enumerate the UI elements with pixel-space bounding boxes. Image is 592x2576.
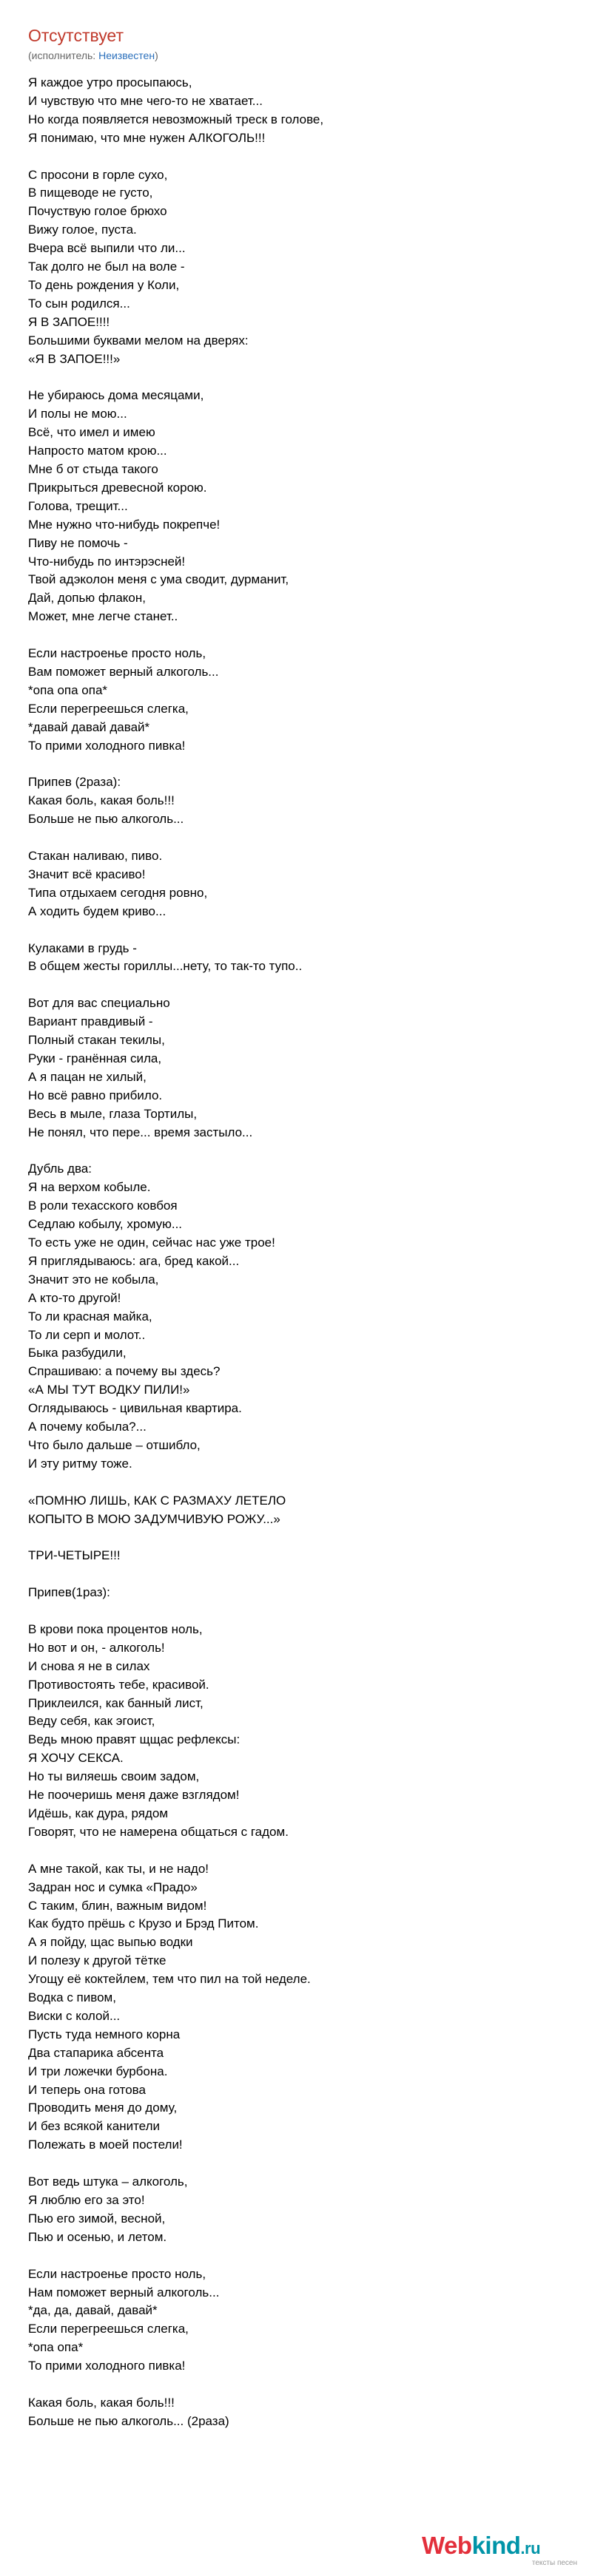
lyrics-line: То прими холодного пивка!	[28, 2359, 186, 2373]
lyrics-line: И полезу к другой тётке	[28, 1953, 166, 1968]
lyrics-stanza	[28, 940, 561, 977]
lyrics-line: А ходить будем криво...	[28, 904, 166, 918]
lyrics-line: И чувствую что мне чего-то не хватает...	[28, 93, 263, 108]
lyrics-line: Какая боль, какая боль!!!	[28, 2395, 175, 2410]
song-title: Отсутствует	[28, 26, 124, 45]
lyrics-stanza	[28, 2173, 561, 2247]
lyrics-line: Но когда появляется невозможный треск в голове,	[28, 112, 324, 126]
lyrics-line: То ли красная майка,	[28, 1309, 152, 1323]
lyrics-line: Я люблю его за это!	[28, 2193, 145, 2207]
lyrics-line: И теперь она готова	[28, 2082, 146, 2097]
lyrics-line: КОПЫТО В МОЮ ЗАДУМЧИВУЮ РОЖУ...»	[28, 1511, 280, 1526]
lyrics-line: Мне нужно что-нибудь покрепче!	[28, 517, 221, 532]
lyrics-line: Больше не пью алкоголь... (2раза)	[28, 2413, 229, 2428]
lyrics-line: Если перегреешься слегка,	[28, 701, 189, 716]
lyrics-line: В роли техасского ковбоя	[28, 1199, 178, 1213]
lyrics-line: Если перегреешься слегка,	[28, 2322, 189, 2336]
lyrics-line: А я пойду, щас выпью водки	[28, 1935, 193, 1950]
lyrics-line: Стакан наливаю, пиво.	[28, 848, 163, 863]
lyrics-line: Пиву не помочь -	[28, 535, 128, 550]
lyrics-line: И снова я не в силах	[28, 1658, 150, 1673]
lyrics-line: Пью и осенью, и летом.	[28, 2229, 167, 2244]
lyrics-line: Нам поможет верный алкоголь...	[28, 2285, 220, 2299]
lyrics-line: Пью его зимой, весной,	[28, 2211, 166, 2226]
lyrics-line: Вам поможет верный алкоголь...	[28, 664, 219, 679]
lyrics-stanza	[28, 1584, 561, 1602]
lyrics-line: В общем жесты гориллы...нету, то так-то тупо..	[28, 959, 303, 974]
lyrics-stanza	[28, 1492, 561, 1529]
watermark-brand-web: Web	[422, 2532, 472, 2559]
lyrics-line: Почуствую голое брюхо	[28, 204, 167, 219]
lyrics-line: Полежать в моей постели!	[28, 2138, 183, 2152]
lyrics-line: Водка с пивом,	[28, 1990, 116, 2005]
lyrics-line: Спрашиваю: а почему вы здесь?	[28, 1364, 221, 1379]
lyrics-line: То ли серп и молот..	[28, 1327, 146, 1342]
lyrics-line: Не поочеришь меня даже взглядом!	[28, 1788, 240, 1803]
lyrics-stanza	[28, 773, 561, 829]
lyrics-line: То день рождения у Коли,	[28, 277, 180, 292]
lyrics-line: «ПОМНЮ ЛИШЬ, КАК С РАЗМАХУ ЛЕТЕЛО	[28, 1493, 286, 1508]
lyrics-line: Если настроенье просто ноль,	[28, 2266, 206, 2281]
lyrics-line: *опа опа опа*	[28, 682, 108, 697]
lyrics-line: Я ХОЧУ СЕКСА.	[28, 1751, 124, 1766]
lyrics-line: Кулаками в грудь -	[28, 940, 137, 955]
lyrics-stanza	[28, 2394, 561, 2431]
lyrics-line: Веду себя, как эгоист,	[28, 1714, 155, 1729]
lyrics-line: Но вот и он, - алкоголь!	[28, 1640, 165, 1655]
lyrics-line: Я В ЗАПОЕ!!!!	[28, 314, 110, 329]
lyrics-line: А мне такой, как ты, и не надо!	[28, 1861, 209, 1876]
lyrics-line: Задран нос и сумка «Прадо»	[28, 1880, 198, 1894]
lyrics-line: Я на верхом кобыле.	[28, 1180, 151, 1195]
lyrics-line: Противостоять тебе, красивой.	[28, 1677, 209, 1692]
lyrics-line: Вот ведь штука – алкоголь,	[28, 2175, 188, 2189]
lyrics-line: Значит это не кобыла,	[28, 1272, 159, 1287]
watermark-brand	[422, 2532, 540, 2562]
lyrics-line: Весь в мыле, глаза Тортилы,	[28, 1106, 198, 1121]
lyrics-line: С просони в горле сухо,	[28, 167, 168, 182]
lyrics-line: Дубль два:	[28, 1162, 92, 1176]
lyrics-line: Всё, что имел и имею	[28, 425, 155, 440]
lyrics-line: И три ложечки бурбона.	[28, 2064, 168, 2078]
lyrics-line: Руки - гранённая сила,	[28, 1051, 162, 1065]
lyrics-line: Оглядываюсь - цивильная квартира.	[28, 1401, 242, 1416]
lyrics-line: Значит всё красиво!	[28, 867, 146, 881]
lyrics-line: Может, мне легче станет..	[28, 609, 178, 624]
lyrics-line: Как будто прёшь с Крузо и Брэд Питом.	[28, 1916, 259, 1931]
lyrics-line: Я каждое утро просыпаюсь,	[28, 75, 192, 89]
lyrics-stanza	[28, 1860, 561, 2155]
lyrics-line: Седлаю кобылу, хромую...	[28, 1217, 183, 1232]
lyrics-line: *опа опа*	[28, 2340, 84, 2355]
artist-meta	[28, 49, 158, 62]
lyrics-line: А почему кобыла?...	[28, 1420, 147, 1434]
lyrics-line: «А МЫ ТУТ ВОДКУ ПИЛИ!»	[28, 1383, 190, 1397]
webkind-logo	[422, 2532, 577, 2569]
lyrics-line: В крови пока процентов ноль,	[28, 1621, 203, 1636]
artist-suffix: )	[155, 50, 158, 61]
lyrics-line: Приклеился, как банный лист,	[28, 1695, 204, 1710]
lyrics-line: Виски с колой...	[28, 2008, 121, 2023]
lyrics-line: Угощу её коктейлем, тем что пил на той неделе.	[28, 1972, 311, 1987]
lyrics-stanza	[28, 2265, 561, 2376]
lyrics-line: Говорят, что не намерена общаться с гадом.	[28, 1824, 289, 1839]
artist-prefix: (исполнитель:	[28, 50, 99, 61]
lyrics-line: Идёшь, как дура, рядом	[28, 1806, 169, 1820]
lyrics-stanza	[28, 166, 561, 369]
lyrics-line: Вариант правдивый -	[28, 1014, 153, 1029]
lyrics-line: Я понимаю, что мне нужен АЛКОГОЛЬ!!!	[28, 130, 266, 145]
artist-link[interactable]: Неизвестен	[98, 50, 155, 61]
lyrics-line: Мне б от стыда такого	[28, 462, 158, 476]
lyrics-line: Быка разбудили,	[28, 1346, 127, 1360]
lyrics-line: Проводить меня до дому,	[28, 2101, 178, 2115]
lyrics-line: Припев (2раза):	[28, 775, 121, 790]
lyrics-line: Полный стакан текилы,	[28, 1033, 165, 1048]
lyrics-line: Какая боль, какая боль!!!	[28, 793, 175, 808]
lyrics-line: Напросто матом крою...	[28, 444, 167, 458]
lyrics-line: Если настроенье просто ноль,	[28, 646, 206, 661]
lyrics-line: А я пацан не хилый,	[28, 1069, 147, 1084]
lyrics-line: Но всё равно прибило.	[28, 1088, 163, 1102]
lyrics-text	[28, 74, 561, 2450]
lyrics-line: Больше не пью алкоголь...	[28, 812, 184, 827]
watermark-subtitle: тексты песен	[531, 2559, 577, 2567]
lyrics-line: То есть уже не один, сейчас нас уже трое!	[28, 1235, 275, 1250]
lyrics-line: Два стапарика абсента	[28, 2045, 164, 2060]
lyrics-line: ТРИ-ЧЕТЫРЕ!!!	[28, 1548, 121, 1563]
lyrics-line: Что-нибудь по интэрэсней!	[28, 554, 186, 569]
lyrics-line: Припев(1раз):	[28, 1585, 110, 1600]
lyrics-line: И эту ритму тоже.	[28, 1456, 132, 1471]
lyrics-line: «Я В ЗАПОЕ!!!»	[28, 351, 121, 366]
lyrics-line: И полы не мою...	[28, 407, 127, 421]
lyrics-line: Не понял, что пере... время застыло...	[28, 1125, 253, 1139]
lyrics-line: Твой адэколон меня с ума сводит, дурманит,	[28, 572, 289, 587]
lyrics-line: Что было дальше – отшибло,	[28, 1437, 201, 1452]
lyrics-line: Типа отдыхаем сегодня ровно,	[28, 885, 208, 900]
lyrics-line: Ведь мною правят щщас рефлексы:	[28, 1732, 240, 1747]
lyrics-line: С таким, блин, важным видом!	[28, 1898, 207, 1913]
lyrics-line: То сын родился...	[28, 296, 130, 311]
lyrics-line: Но ты виляешь своим задом,	[28, 1769, 200, 1784]
lyrics-stanza	[28, 994, 561, 1142]
lyrics-line: Пусть туда немного корна	[28, 2027, 181, 2041]
lyrics-line: Дай, допью флакон,	[28, 591, 147, 606]
lyrics-line: *давай давай давай*	[28, 719, 150, 734]
lyrics-line: И без всякой канители	[28, 2119, 160, 2134]
lyrics-stanza	[28, 847, 561, 921]
lyrics-stanza	[28, 645, 561, 755]
watermark-brand-kind: kind	[471, 2532, 521, 2559]
lyrics-line: Вчера всё выпили что ли...	[28, 241, 186, 256]
lyrics-line: *да, да, давай, давай*	[28, 2303, 158, 2318]
lyrics-stanza	[28, 1621, 561, 1842]
watermark-brand-tld: .ru	[520, 2539, 541, 2558]
lyrics-stanza	[28, 1547, 561, 1565]
lyrics-line: Я приглядываюсь: ага, бред какой...	[28, 1253, 240, 1268]
lyrics-line: А кто-то другой!	[28, 1290, 121, 1305]
lyrics-line: Так долго не был на воле -	[28, 260, 185, 274]
lyrics-stanza	[28, 1160, 561, 1473]
lyrics-line: Вот для вас специально	[28, 996, 170, 1011]
lyrics-line: Прикрыться древесной корою.	[28, 480, 207, 495]
lyrics-line: Не убираюсь дома месяцами,	[28, 388, 204, 403]
lyrics-stanza	[28, 74, 561, 148]
lyrics-line: Вижу голое, пуста.	[28, 223, 137, 237]
lyrics-line: То прими холодного пивка!	[28, 738, 186, 753]
lyrics-line: Большими буквами мелом на дверях:	[28, 333, 249, 348]
lyrics-line: Голова, трещит...	[28, 498, 128, 513]
lyrics-stanza	[28, 387, 561, 626]
lyrics-line: В пищеводе не густо,	[28, 186, 153, 200]
